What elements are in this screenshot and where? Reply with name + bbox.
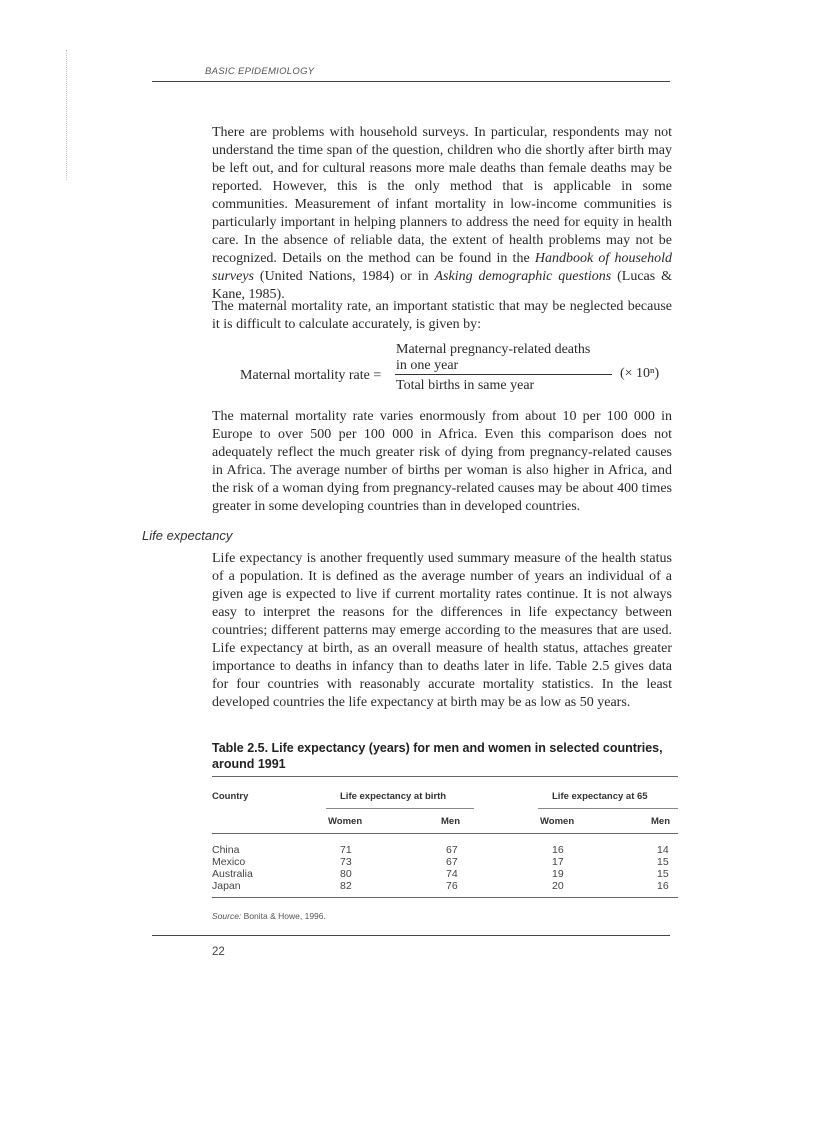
cell-birth-women: 73 [340,856,352,868]
col-header-women-65: Women [540,816,575,827]
group-rule-birth [326,808,474,809]
cell-65-women: 20 [552,880,564,892]
table-header-rule [212,833,678,834]
source-text: Bonita & Howe, 1996. [241,911,326,921]
cell-65-men: 15 [657,856,669,868]
paragraph-text: (United Nations, 1984) or in [254,269,435,284]
paragraph-maternal-variation: The maternal mortality rate varies enormously from about 10 per 100 000 in Europe to over 500 per 100 000 in Africa. Even this comparison does not adequately reflect the much greater risk of dying from pregnancy-related causes in Africa. The average number of births per woman is also higher in Africa, and the risk of a woman dying from pregnancy-related causes may be about 400 times greater in some developing countries than in developed countries. [212,409,672,514]
table-bottom-rule [212,897,678,898]
col-group-65: Life expectancy at 65 [552,791,648,802]
book-title-handbook: Handbook of household surveys [212,251,673,284]
col-group-birth: Life expectancy at birth [340,791,447,802]
cell-65-men: 15 [657,868,669,880]
page-number: 22 [212,946,225,958]
formula-denominator: Total births in same year [396,378,535,393]
table-caption: Table 2.5. Life expectancy (years) for men and women in selected countries, around 1991 [212,741,663,771]
footer-rule [152,935,670,936]
cell-birth-women: 71 [340,844,352,856]
source-label: Source: [212,911,242,921]
table-source [212,911,326,921]
cell-country: Mexico [212,856,246,868]
cell-65-men: 14 [657,844,669,856]
paragraph-household-surveys [212,124,672,304]
fraction-bar [395,374,612,375]
cell-birth-men: 74 [446,868,458,880]
col-header-men-65: Men [651,816,670,827]
book-title-asking: Asking demographic questions [434,269,612,284]
formula-multiplier: (× 10ⁿ) [620,366,660,381]
cell-birth-men: 76 [446,880,458,892]
col-header-men-birth: Men [441,816,460,827]
scan-margin-marks [66,50,71,180]
paragraph-life-expectancy: Life expectancy is another frequently used summary measure of the health status of a population. It is defined as the average number of years an individual of a given age is expected to live if current mortality rates continue. It is not always easy to interpret the reasons for the differences in life expectancy between countries; different patterns may emerge according to the measures that are used. Life expectancy at birth, as an overall measure of health status, attaches greater importance to deaths in infancy than to deaths later in life. Table 2.5 gives data for four countries with reasonably accurate mortality statistics. In the least developed countries the life expectancy at birth may be as low as 50 years. [212,551,672,710]
cell-65-women: 16 [552,844,564,856]
col-header-country: Country [212,791,249,802]
cell-country: Japan [212,880,241,892]
paragraph-text: There are problems with household surveys. In particular, respondents may not understand the time span of the question, children who die shortly after birth may be left out, and for cultural reasons more male deaths than female deaths may be reported. However, this is the only method that is applicable in some communities. Measurement of infant mortality in low-income communities is particularly important in helping planners to address the need for equity in health care. In the absence of reliable data, the extent of health problems may not be recognized. Details on the method can be found in the [212,125,672,266]
header-rule [152,81,670,82]
cell-birth-men: 67 [446,844,458,856]
col-header-women-birth: Women [328,816,363,827]
running-head: BASIC EPIDEMIOLOGY [205,66,315,77]
formula-numerator-line1: Maternal pregnancy-related deaths [396,342,591,357]
formula-label: Maternal mortality rate = [240,368,382,383]
formula-numerator [396,342,590,374]
maternal-mortality-formula [240,340,660,400]
section-heading: Life expectancy [142,528,233,543]
formula-numerator-line2: in one year [396,358,459,373]
cell-country: China [212,844,240,856]
cell-country: Australia [212,868,253,880]
cell-birth-women: 82 [340,880,352,892]
cell-65-women: 17 [552,856,564,868]
group-rule-65 [538,808,678,809]
cell-65-men: 16 [657,880,669,892]
paragraph-maternal-intro: The maternal mortality rate, an important statistic that may be neglected because it is difficult to calculate accurately, is given by: [212,299,672,332]
cell-birth-women: 80 [340,868,352,880]
table-top-rule [212,776,678,777]
cell-65-women: 19 [552,868,564,880]
paragraph-text: (Lucas & Kane, 1985). [212,269,673,302]
cell-birth-men: 67 [446,856,458,868]
